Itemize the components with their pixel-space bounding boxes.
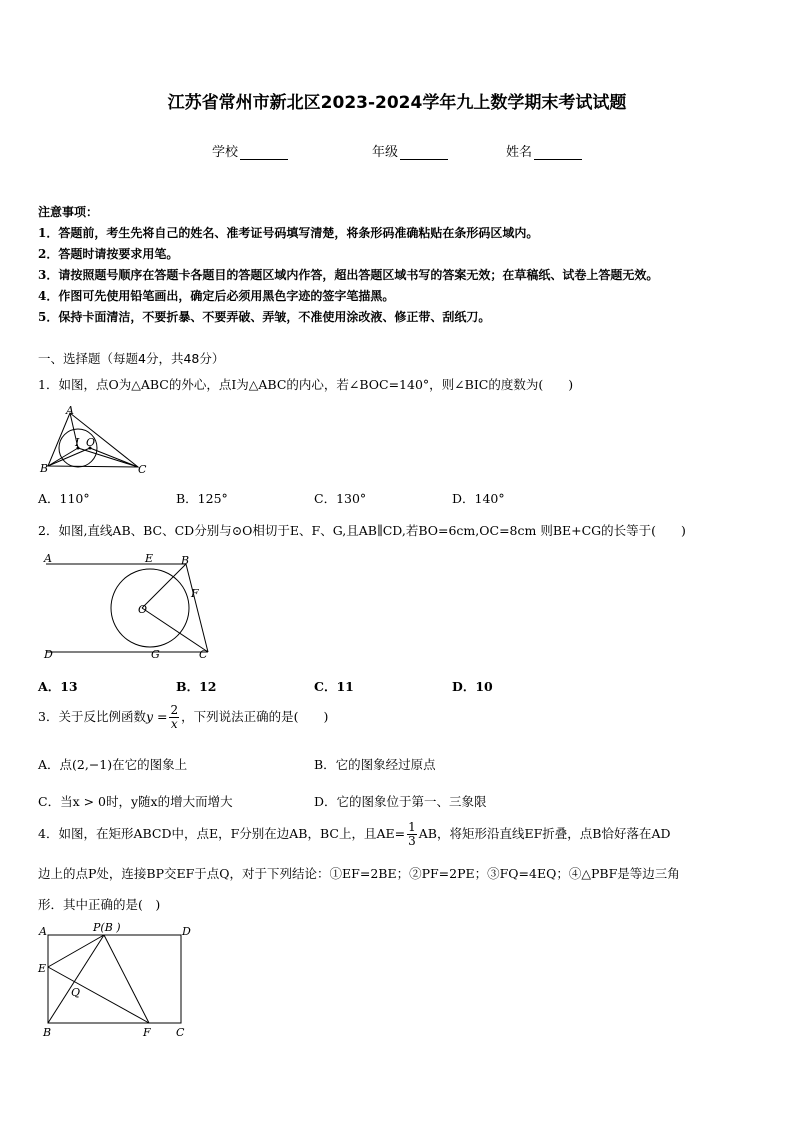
question-2-option-a[interactable]: A．13 bbox=[38, 679, 78, 694]
line-bp bbox=[48, 935, 104, 1023]
question-3-option-d[interactable]: D．它的图象位于第一、三象限 bbox=[314, 794, 487, 809]
question-1-stem: 1．如图，点O为△ABC的外心，点I为△ABC的内心，若∠BOC=140°，则∠BIC的度数为( ) bbox=[38, 377, 574, 392]
label-o: O bbox=[86, 436, 96, 449]
question-3-stem bbox=[38, 704, 328, 731]
label-a: A bbox=[39, 925, 47, 938]
question-3-stem-pre: 3．关于反比例函数 bbox=[38, 709, 146, 724]
question-1-option-a[interactable]: A．110° bbox=[38, 491, 90, 506]
label-e: E bbox=[38, 962, 47, 975]
question-4-line-1 bbox=[38, 821, 671, 848]
fraction bbox=[407, 821, 417, 848]
label-b: B bbox=[181, 554, 190, 567]
fraction-numerator: 1 bbox=[408, 820, 416, 834]
notice-item: 2．答题时请按要求用笔。 bbox=[38, 247, 179, 261]
line-ep bbox=[48, 935, 104, 967]
circle-o bbox=[111, 569, 189, 647]
notice-item: 5．保持卡面清洁，不要折暴、不要弄破、弄皱，不准使用涂改液、修正带、刮纸刀。 bbox=[38, 310, 491, 324]
line-pf bbox=[104, 935, 149, 1023]
label-d: D bbox=[44, 648, 53, 661]
label-e: E bbox=[145, 552, 154, 565]
fraction-denominator: x bbox=[170, 717, 178, 731]
label-b: B bbox=[40, 462, 49, 474]
label-a: A bbox=[44, 552, 52, 565]
name-field[interactable] bbox=[506, 141, 582, 160]
question-2-option-b[interactable]: B．12 bbox=[176, 679, 217, 694]
label-a: A bbox=[66, 404, 74, 417]
question-1-figure bbox=[38, 404, 150, 474]
label-d: D bbox=[182, 925, 191, 938]
fraction bbox=[169, 704, 179, 731]
name-label: 姓名 bbox=[506, 145, 533, 160]
question-3-stem-post: ，下列说法正确的是( ) bbox=[181, 709, 329, 724]
question-1-option-c[interactable]: C．130° bbox=[314, 491, 367, 506]
notice-item: 1．答题前，考生先将自己的姓名、准考证号码填写清楚，将条形码准确粘贴在条形码区域内。 bbox=[38, 226, 539, 240]
label-c: C bbox=[199, 648, 208, 661]
question-4-line-1-post: AB，将矩形沿直线EF折叠，点B恰好落在AD bbox=[418, 826, 671, 841]
school-field[interactable] bbox=[212, 141, 288, 160]
notice-heading: 注意事项： bbox=[38, 205, 99, 219]
notice-item: 3．请按照题号顺序在答题卡各题目的答题区域内作答，超出答题区域书写的答案无效；在草稿纸、试卷上答题无效。 bbox=[38, 268, 659, 282]
label-f: F bbox=[191, 587, 199, 600]
label-g: G bbox=[151, 648, 160, 661]
question-4-line-2: 边上的点P处，连接BP交EF于点Q，对于下列结论：①EF=2BE；②PF=2PE；③FQ=4EQ；④△PBF是等边三角 bbox=[38, 866, 680, 881]
grade-label: 年级 bbox=[372, 145, 399, 160]
question-2-option-c[interactable]: C．11 bbox=[314, 679, 354, 694]
label-q: Q bbox=[71, 986, 81, 999]
question-2-stem: 2．如图,直线AB、BC、CD分别与⊙O相切于E、F、G,且AB∥CD,若BO=6cm,OC=8cm 则BE+CG的长等于( ) bbox=[38, 523, 686, 538]
rectangle-abcd bbox=[48, 935, 181, 1023]
label-c: C bbox=[138, 463, 147, 474]
question-1-option-b[interactable]: B．125° bbox=[176, 491, 228, 506]
question-1-option-d[interactable]: D．140° bbox=[452, 491, 505, 506]
question-3-option-c[interactable]: C．当x > 0时，y随x的增大而增大 bbox=[38, 794, 233, 809]
grade-field[interactable] bbox=[372, 141, 448, 160]
question-4-line-1-pre: 4．如图，在矩形ABCD中，点E，F分别在边AB，BC上，且AE= bbox=[38, 826, 406, 841]
section-heading: 一、选择题（每题4分，共48分） bbox=[38, 351, 225, 366]
question-4-figure bbox=[36, 920, 206, 1042]
label-pb: P(B ) bbox=[93, 921, 121, 934]
question-2-figure bbox=[38, 548, 218, 662]
line-ef bbox=[48, 967, 149, 1023]
question-2-option-d[interactable]: D．10 bbox=[452, 679, 493, 694]
school-label: 学校 bbox=[212, 145, 239, 160]
label-o: O bbox=[138, 603, 148, 616]
label-b: B bbox=[43, 1026, 52, 1039]
fraction-denominator: 3 bbox=[408, 834, 416, 848]
page-title: 江苏省常州市新北区2023-2024学年九上数学期末考试试题 bbox=[167, 93, 627, 113]
question-3-option-b[interactable]: B．它的图象经过原点 bbox=[314, 757, 436, 772]
question-4-line-3: 形．其中正确的是( ) bbox=[38, 897, 161, 912]
question-3-option-a[interactable]: A．点(2,−1)在它的图象上 bbox=[38, 757, 188, 772]
label-c: C bbox=[176, 1026, 185, 1039]
notice-item: 4．作图可先使用铅笔画出，确定后必须用黑色字迹的签字笔描黑。 bbox=[38, 289, 395, 303]
label-f: F bbox=[143, 1026, 151, 1039]
function-y: y = bbox=[145, 709, 168, 724]
label-i: I bbox=[75, 436, 80, 449]
fraction-numerator: 2 bbox=[170, 703, 179, 717]
